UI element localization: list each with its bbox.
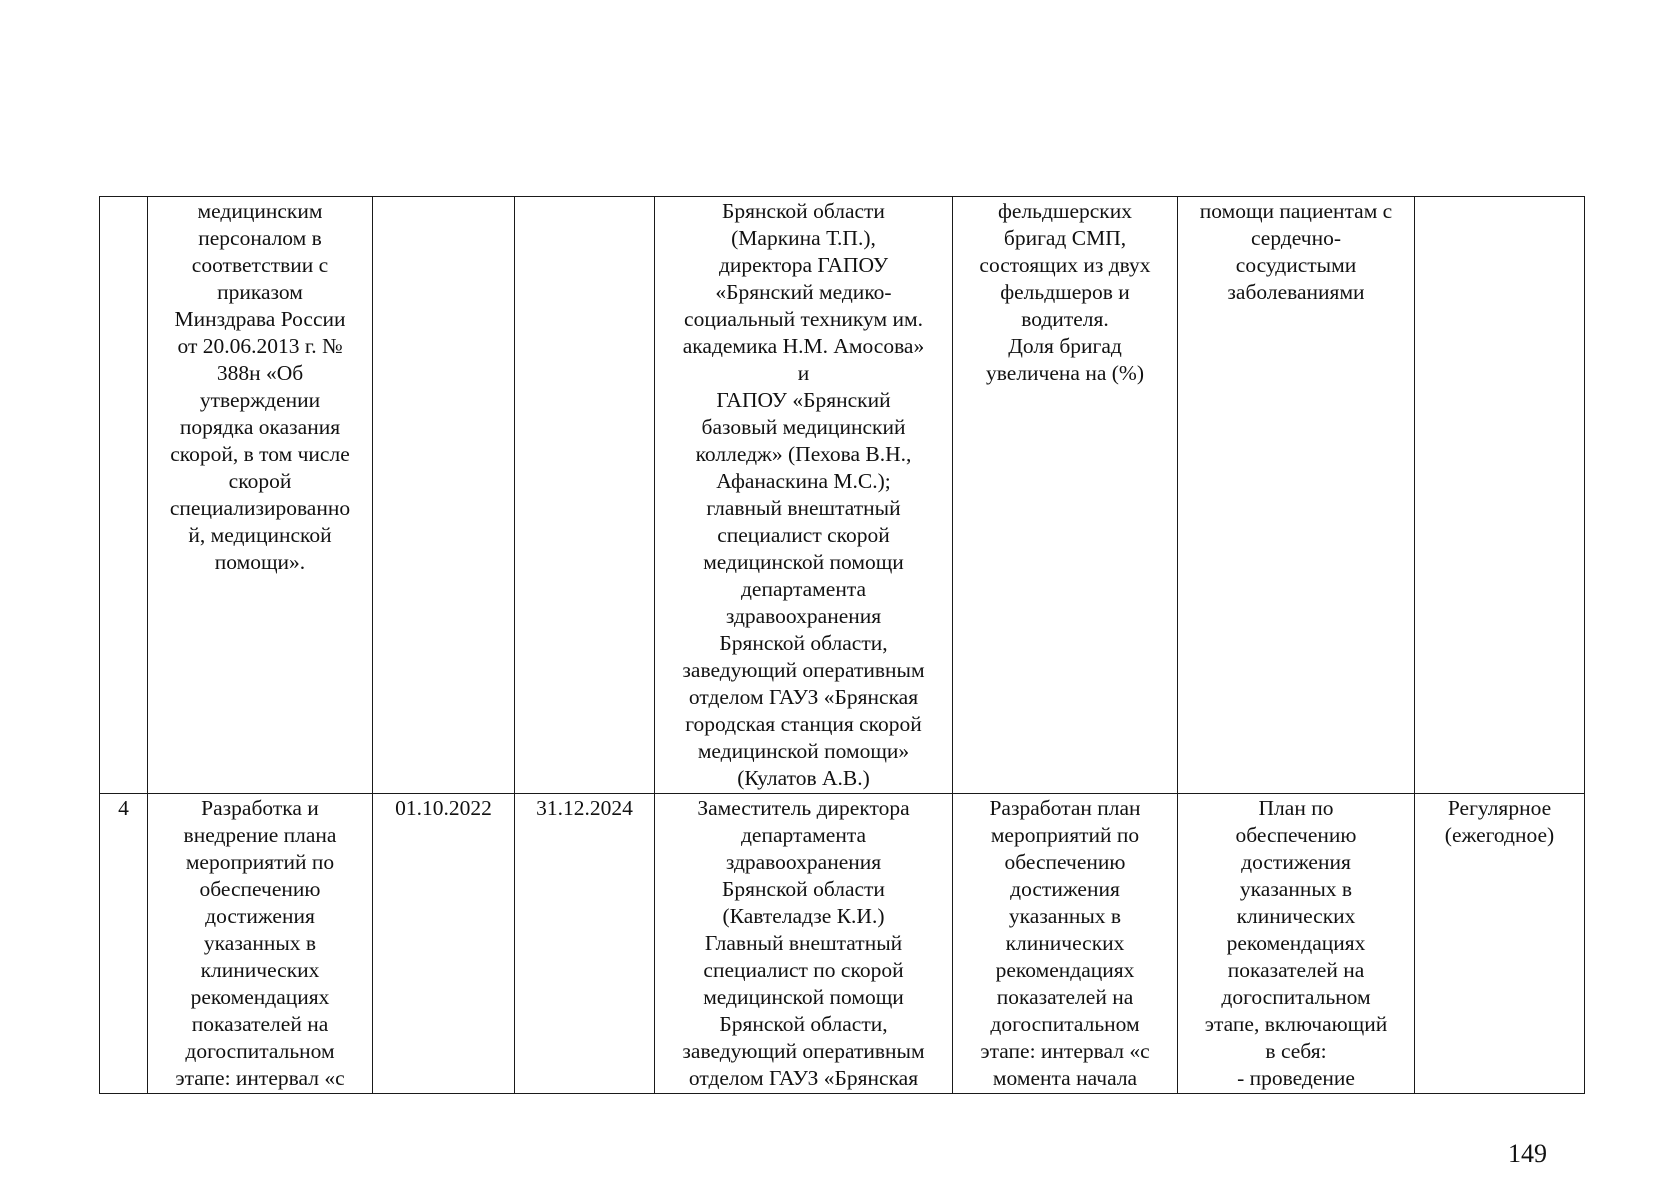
- cell-end-date: [515, 197, 655, 794]
- table-row: [100, 794, 1585, 1094]
- plan-table: [99, 196, 1585, 1094]
- cell-start-date: [373, 197, 515, 794]
- cell-activity: Разработка и внедрение плана мероприятий по обеспечению достижения указанных в клинических рекомендациях показателей на догоспитальном этапе: интервал «с: [148, 794, 373, 1094]
- cell-end-date: 31.12.2024: [515, 794, 655, 1094]
- cell-frequency: Регулярное (ежегодное): [1415, 794, 1585, 1094]
- cell-responsible: Брянской области (Маркина Т.П.), директора ГАПОУ «Брянский медико- социальный техникум им. академика Н.М. Амосова» и ГАПОУ «Брянский базовый медицинский колледж» (Пехова В.Н., Афанаскина М.С.); главный внештатный специалист скорой медицинской помощи департамента здравоохранения Брянской области, заведующий оперативным отделом ГАУЗ «Брянская городская станция скорой медицинской помощи» (Кулатов А.В.): [655, 197, 953, 794]
- table-row: [100, 197, 1585, 794]
- cell-indicator: помощи пациентам с сердечно- сосудистыми заболеваниями: [1178, 197, 1415, 794]
- cell-number: [100, 197, 148, 794]
- cell-indicator: План по обеспечению достижения указанных в клинических рекомендациях показателей на догоспитальном этапе, включающий в себя: - проведение: [1178, 794, 1415, 1094]
- cell-frequency: [1415, 197, 1585, 794]
- cell-activity: медицинским персоналом в соответствии с приказом Минздрава России от 20.06.2013 г. № 388н «Об утверждении порядка оказания скорой, в том числе скорой специализированно й, медицинской помощи».: [148, 197, 373, 794]
- cell-result: Разработан план мероприятий по обеспечению достижения указанных в клинических рекомендациях показателей на догоспитальном этапе: интервал «с момента начала: [953, 794, 1178, 1094]
- cell-result: фельдшерских бригад СМП, состоящих из двух фельдшеров и водителя. Доля бригад увеличена на (%): [953, 197, 1178, 794]
- page-number: 149: [1508, 1139, 1547, 1168]
- cell-start-date: 01.10.2022: [373, 794, 515, 1094]
- cell-number: 4: [100, 794, 148, 1094]
- cell-responsible: Заместитель директора департамента здравоохранения Брянской области (Кавтеладзе К.И.) Главный внештатный специалист по скорой медицинской помощи Брянской области, заведующий оперативным отделом ГАУЗ «Брянская: [655, 794, 953, 1094]
